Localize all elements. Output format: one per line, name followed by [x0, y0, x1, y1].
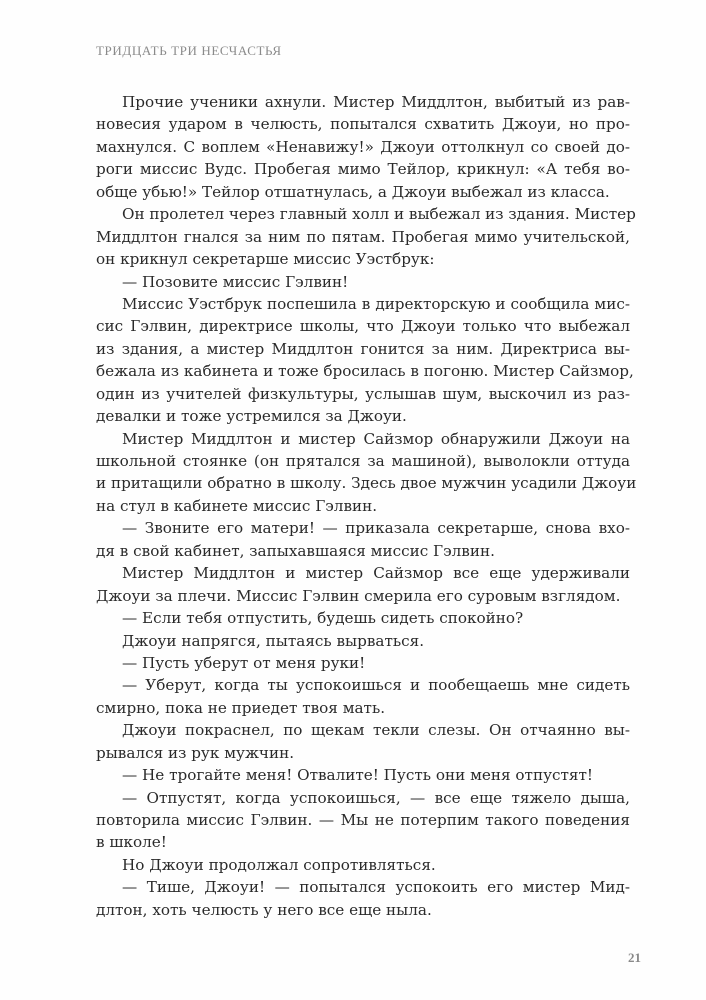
- text-line: повторила миссис Гэлвин. — Мы не потерпим такого поведения: [96, 811, 630, 829]
- text-line: Миссис Уэстбрук поспешила в директорскую и сообщила мис-: [122, 294, 630, 313]
- text-line: роги миссис Вудс. Пробегая мимо Тейлор, крикнул: «А тебя во-: [96, 160, 630, 179]
- text-line: бежала из кабинета и тоже бросилась в погоню. Мистер Сайзмор,: [96, 362, 634, 381]
- text-line: длтон, хоть челюсть у него все еще ныла.: [96, 900, 432, 919]
- text-line: Джоуи покраснел, по щекам текли слезы. Он отчаянно вы-: [122, 721, 630, 740]
- text-line: и притащили обратно в школу. Здесь двое мужчин усадили Джоуи: [96, 474, 637, 493]
- text-line: в школе!: [96, 833, 167, 852]
- text-line: Миддлтон гнался за ним по пятам. Пробегая мимо учительской,: [96, 227, 630, 246]
- text-line: на стул в кабинете миссис Гэлвин.: [96, 496, 378, 515]
- text-line: новесия ударом в челюсть, попытался схватить Джоуи, но про-: [96, 115, 630, 134]
- text-line: — Уберут, когда ты успокоишься и пообещаешь мне сидеть: [122, 676, 630, 695]
- text-line: — Не трогайте меня! Отвалите! Пусть они меня отпустят!: [122, 766, 594, 785]
- text-line: сис Гэлвин, директрисе школы, что Джоуи только что выбежал: [96, 317, 630, 336]
- text-line: — Звоните его матери! — приказала секретарше, снова вхо-: [122, 519, 630, 538]
- text-line: Он пролетел через главный холл и выбежал из здания. Мистер: [122, 205, 636, 224]
- text-line: девалки и тоже устремился за Джоуи.: [96, 407, 407, 426]
- text-line: Джоуи за плечи. Миссис Гэлвин смерила его суровым взглядом.: [96, 586, 621, 605]
- text-line: смирно, пока не приедет твоя мать.: [96, 698, 386, 717]
- text-line: Но Джоуи продолжал сопротивляться.: [122, 855, 436, 874]
- text-line: дя в свой кабинет, запыхавшаяся миссис Гэлвин.: [96, 541, 495, 560]
- text-line: один из учителей физкультуры, услышав шум, выскочил из раз-: [96, 384, 630, 403]
- text-line: махнулся. С воплем «Ненавижу!» Джоуи оттолкнул со своей до-: [96, 137, 630, 156]
- page-number: 21: [628, 950, 641, 965]
- text-line: — Тише, Джоуи! — попытался успокоить его мистер Мид-: [122, 878, 630, 897]
- text-line: он крикнул секретарше миссис Уэстбрук:: [96, 250, 435, 269]
- text-line: Мистер Миддлтон и мистер Сайзмор все еще удерживали: [122, 564, 630, 583]
- text-line: из здания, а мистер Миддлтон гонится за ним. Директриса вы-: [96, 339, 630, 358]
- text-line: Джоуи напрягся, пытаясь вырваться.: [122, 631, 425, 650]
- text-line: Прочие ученики ахнули. Мистер Миддлтон, выбитый из рав-: [122, 93, 630, 111]
- text-line: — Пусть уберут от меня руки!: [122, 653, 366, 672]
- running-head: ТРИДЦАТЬ ТРИ НЕСЧАСТЬЯ: [96, 43, 282, 58]
- text-line: школьной стоянке (он прятался за машиной), выволокли оттуда: [96, 452, 630, 470]
- text-line: — Отпустят, когда успокоишься, — все еще тяжело дыша,: [122, 788, 630, 807]
- text-line: — Позовите миссис Гэлвин!: [122, 272, 349, 291]
- text-line: — Если тебя отпустить, будешь сидеть спокойно?: [122, 609, 524, 628]
- text-line: рывался из рук мужчин.: [96, 743, 295, 762]
- text-line: Мистер Миддлтон и мистер Сайзмор обнаружили Джоуи на: [122, 429, 630, 448]
- text-line: обще убью!» Тейлор отшатнулась, а Джоуи выбежал из класса.: [96, 182, 610, 201]
- body-text: [96, 91, 637, 921]
